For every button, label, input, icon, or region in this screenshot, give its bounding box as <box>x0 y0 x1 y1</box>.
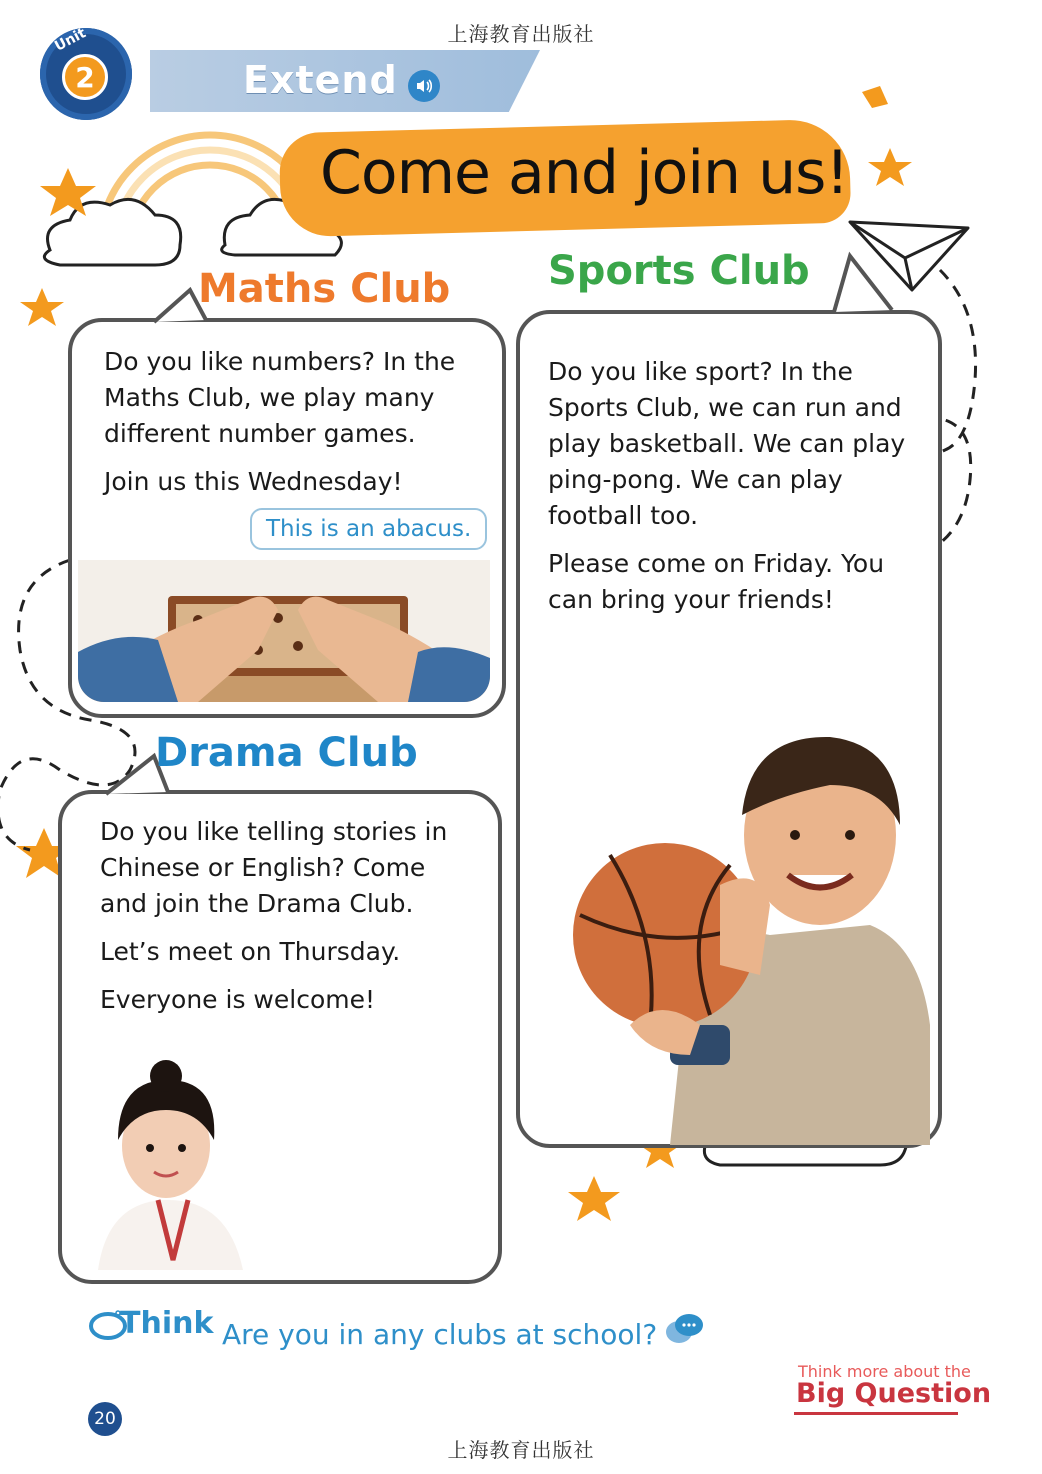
big-question-title: Big Question <box>796 1378 992 1409</box>
sports-club-text <box>548 354 908 630</box>
big-question-underline <box>794 1412 958 1415</box>
big-question-subtitle: Think more about the <box>798 1362 971 1381</box>
drama-club-text <box>100 814 476 1030</box>
sports-paragraph-1: Do you like sport? In the Sports Club, we can run and play basketball. We can play ping-pong. We can play football too. <box>548 357 906 530</box>
drama-club-heading: Drama Club <box>155 730 418 776</box>
drama-paragraph-2: Let’s meet on Thursday. <box>100 937 401 966</box>
bubble-tail <box>830 250 900 316</box>
page-number: 20 <box>88 1402 122 1436</box>
sports-paragraph-2: Please come on Friday. You can bring your friends! <box>548 549 885 614</box>
section-title: Extend <box>243 58 398 102</box>
abacus-caption: This is an abacus. <box>250 508 487 550</box>
publisher-bottom: 上海教育出版社 <box>447 1438 595 1462</box>
publisher-top: 上海教育出版社 <box>447 22 595 46</box>
maths-club-text <box>104 344 480 512</box>
page-title: Come and join us! <box>320 138 849 208</box>
chat-bubbles-icon <box>664 1312 704 1346</box>
abacus-photo <box>78 560 490 702</box>
drama-paragraph-1: Do you like telling stories in Chinese or English? Come and join the Drama Club. <box>100 817 448 918</box>
unit-number: 2 <box>62 54 108 100</box>
think-logo <box>88 1306 213 1341</box>
unit-label: Unit <box>52 25 89 55</box>
think-label: Think <box>120 1306 214 1341</box>
drama-paragraph-3: Everyone is welcome! <box>100 985 375 1014</box>
maths-paragraph-2: Join us this Wednesday! <box>104 467 403 496</box>
girl-costume-photo <box>78 1060 248 1270</box>
think-question: Are you in any clubs at school? <box>222 1318 658 1351</box>
boy-basketball-photo <box>570 725 930 1145</box>
sports-club-heading: Sports Club <box>548 248 810 294</box>
maths-club-heading: Maths Club <box>198 266 451 312</box>
maths-paragraph-1: Do you like numbers? In the Maths Club, we play many different number games. <box>104 347 456 448</box>
